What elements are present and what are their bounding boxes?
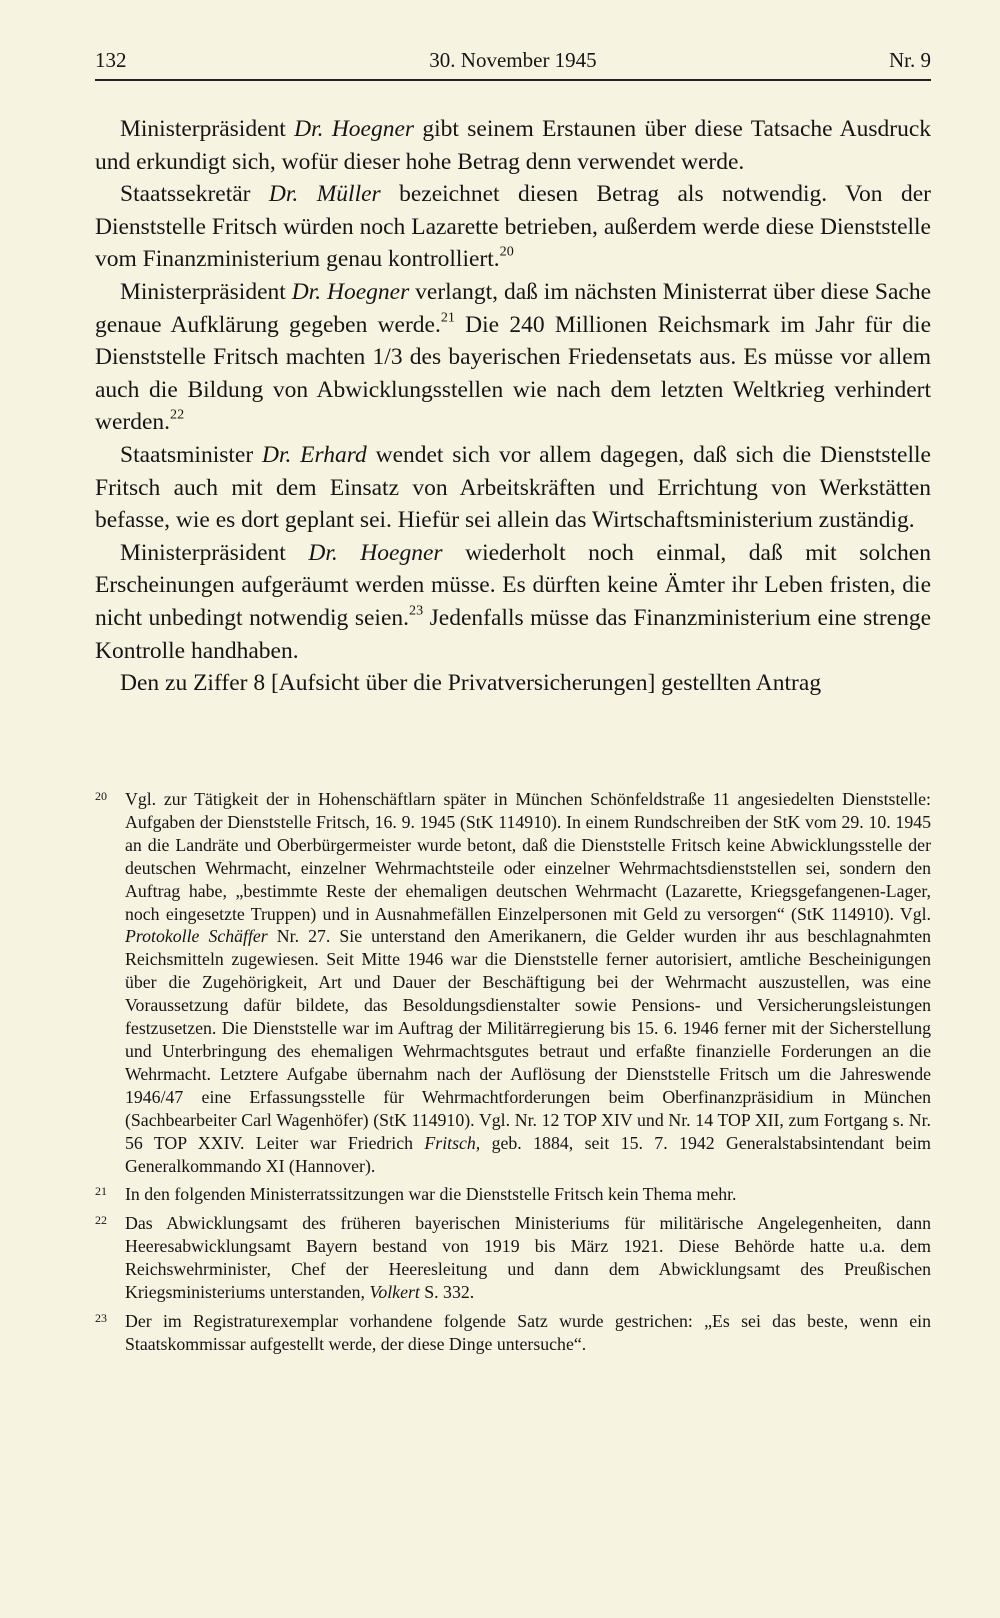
text-run: gibt seinem Erstaunen über diese Tatsache Ausdruck und erkundigt sich, wofür dieser hohe Betrag denn verwendet werde. (95, 116, 931, 175)
footnotes (95, 788, 931, 1362)
person-name: Fritsch, (424, 1132, 481, 1153)
footnote (95, 1183, 931, 1206)
footnote (95, 1212, 931, 1304)
footnote-text: Vgl. zur Tätigkeit der in Hohenschäftlarn später in München Schönfeldstraße 11 angesiedelten Dienststelle: Aufgaben der Dienststelle Fritsch, 16. 9. 1945 (StK 114910). In einem Rundschreiben der StK vom 29. 10. 1945 an die Landräte und Oberbürgermeister wurde betont, daß die Dienststelle Fritsch keine Abwicklungsstelle der deutschen Wehrmacht, einzelner Wehrmachtsteile oder einzelner Wehrmachtsdienststellen sei, sondern den Auftrag habe, „bestimmte Reste der ehemaligen deutschen Wehrmacht (Lazarette, Kriegsgefangenen-Lager, noch eingesetzte Truppen) und in Ausnahmefällen Einzelpersonen mit Geld zu versorgen“ (StK 114910). Vgl. (125, 789, 931, 924)
footnote-number: 23 (95, 1310, 107, 1325)
header-rule (95, 79, 931, 81)
text-run: wiederholt noch einmal, daß mit solchen Erscheinungen aufgeräumt werden müsse. Es dürften keine Ämter ihr Leben fristen, die nicht unbedingt notwendig seien. (95, 539, 931, 631)
text-run: wendet sich vor allem dagegen, daß sich die Dienststelle Fritsch auch mit dem Einsatz von Arbeitskräften und Errichtung von Werkstätten befasse, wie es dort geplant sei. Hiefür sei allein das Wirtschaftsministerium zuständig. (95, 441, 931, 534)
paragraph (95, 178, 931, 276)
footnote-ref[interactable]: 23 (409, 602, 424, 619)
paragraph (95, 667, 931, 700)
main-text (95, 113, 931, 700)
footnote (95, 1310, 931, 1356)
text-run: bezeichnet diesen Betrag als notwendig. Von der Dienststelle Fritsch würden noch Lazarette betrieben, außerdem werde diese Dienststelle vom Finanzministerium genau kontrolliert. (95, 181, 931, 273)
text-run: Die 240 Millionen Reichsmark im Jahr für die Dienststelle Fritsch machten 1/3 des bayerischen Friedensetats aus. Es müsse vor allem auch die Bildung von Abwicklungsstellen wie nach dem letzten Weltkrieg verhindert werden. (95, 311, 932, 436)
page-number: 132 (95, 48, 127, 72)
text-run: Ministerpräsident (120, 116, 295, 142)
text-run: Ministerpräsident (120, 539, 309, 566)
paragraph (95, 537, 931, 667)
author-name: Volkert (369, 1282, 420, 1303)
speaker-name: Dr. Hoegner (291, 278, 410, 305)
speaker-name: Dr. Hoegner (294, 116, 415, 142)
footnote-number: 22 (95, 1213, 107, 1228)
text-run: Ministerpräsident (120, 278, 292, 305)
footnote-ref[interactable]: 22 (170, 406, 185, 423)
paragraph (95, 276, 931, 439)
footnote-text: S. 332. (419, 1282, 475, 1303)
page-header (95, 48, 931, 78)
text-run: Staatsminister (120, 441, 262, 468)
footnote-text: Das Abwicklungsamt des früheren bayerischen Ministeriums für militärische Angelegenheiten, dann Heeresabwicklungsamt Bayern bestand von 1919 bis März 1921. Diese Behörde hatte u.a. dem Reichswehrminister, Chef der Heeresleitung und dann dem Abwicklungsamt des Preußischen Kriegsministeriums unterstanden, (125, 1213, 931, 1303)
footnote-text: geb. 1884, seit 15. 7. 1942 Generalstabsintendant beim Generalkommando XI (Hannover). (125, 1132, 931, 1176)
text-run: Den zu Ziffer 8 [Aufsicht über die Privatversicherungen] gestellten Antrag (120, 670, 822, 697)
footnote-ref[interactable]: 20 (499, 243, 514, 260)
footnote-number: 21 (95, 1184, 107, 1199)
footnote (95, 788, 931, 1177)
document-number: Nr. 9 (889, 48, 931, 72)
footnote-number: 20 (95, 789, 107, 803)
footnote-text: Nr. 27. Sie unterstand den Amerikanern, die Gelder wurden ihr aus beschlagnahmten Reichsmitteln zugewiesen. Seit Mitte 1946 war die Dienststelle ferner autorisiert, amtliche Bescheinigungen über die Zugehörigkeit, Art und Dauer der Beschäftigung bei der Wehrmacht auszustellen, was eine Voraussetzung dafür bildete, das Besoldungsdienstalter sowie Pensions- und Versicherungsleistungen festzusetzen. Die Dienststelle war im Auftrag der Militärregierung bis 15. 6. 1946 ferner mit der Sicherstellung und Unterbringung des ehemaligen Wehrmachtsgutes betraut und erfaßte finanzielle Forderungen an die Wehrmacht. Letztere Aufgabe übernahm nach der Auflösung der Dienststelle Fritsch um die Jahreswende 1946/47 eine Erfassungsstelle für Wehrmachtforderungen beim Oberfinanzpräsidium in München (Sachbearbeiter Carl Wagenhöfer) (StK 114910). Vgl. Nr. 12 TOP XIV und Nr. 14 TOP XII, zum Fortgang s. Nr. 56 TOP XXIV. Leiter war Friedrich (125, 926, 931, 1153)
citation-title: Protokolle Schäffer (125, 926, 268, 947)
text-run: verlangt, daß im nächsten Ministerrat über diese Sache genaue Aufklärung gegeben werde. (95, 278, 931, 338)
text-run: Jedenfalls müsse das Finanzministerium eine strenge Kontrolle handhaben. (95, 604, 931, 664)
paragraph (95, 439, 931, 537)
speaker-name: Dr. Erhard (261, 441, 367, 468)
footnote-text: In den folgenden Ministerratssitzungen war die Dienststelle Fritsch kein Thema mehr. (125, 1184, 737, 1205)
footnote-text: Der im Registraturexemplar vorhandene folgende Satz wurde gestrichen: „Es sei das beste, wenn ein Staatskommissar aufgestellt werde, der diese Dinge untersuche“. (125, 1310, 931, 1354)
running-head-date: 30. November 1945 (429, 48, 597, 72)
footnote-ref[interactable]: 21 (440, 309, 455, 325)
paragraph (95, 113, 931, 178)
text-run: Staatssekretär (120, 181, 269, 208)
speaker-name: Dr. Hoegner (308, 539, 443, 566)
speaker-name: Dr. Müller (268, 181, 381, 208)
